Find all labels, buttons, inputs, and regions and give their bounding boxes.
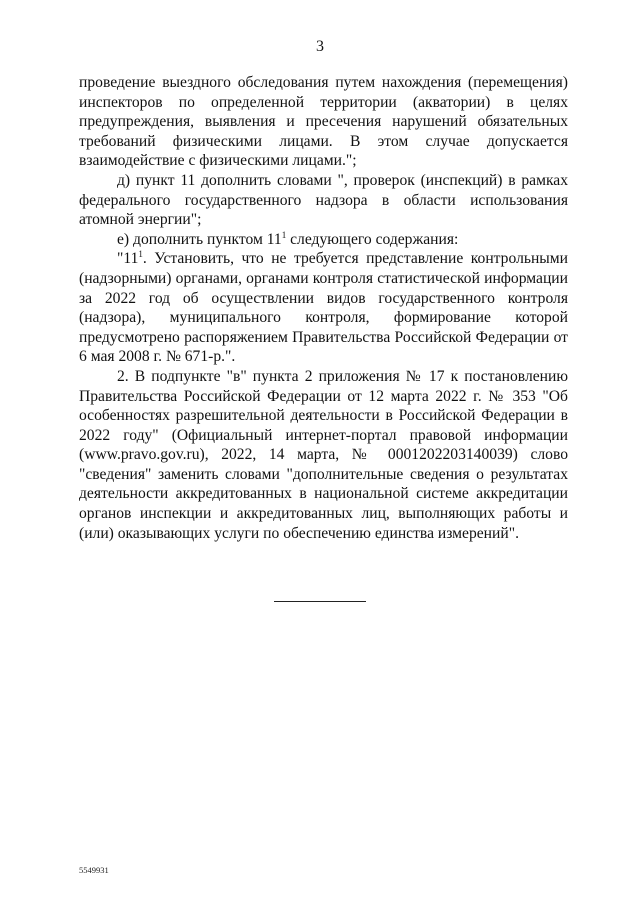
item-e-text-start: е) дополнить пунктом 11 [117, 230, 282, 248]
quoted-point-number: "11 [117, 250, 139, 268]
item-e-superscript: 1 [281, 229, 287, 240]
paragraph-section-2: 2. В подпункте "в" пункта 2 приложения № 17 к постановлению Правительства Российской Федерации от 12 марта 2022 г. № 353 "Об особенностях разрешительной деятельности в Российской Федерации в 2022 году" (Официальный интернет-портал правовой информации (www.pravo.gov.ru), 2022, 14 марта, № 0001202203140039) слово "сведения" заменить словами "дополнительные сведения о результатах деятельности аккредитованных в национальной системе аккредитации органов инспекции и аккредитованных лиц, выполняющих работы и (или) оказывающих услуги по обеспечению единства измерений". [79, 367, 568, 542]
document-body [79, 73, 568, 543]
end-of-document-rule [274, 601, 366, 602]
quoted-point-text: . Установить, что не требуется представление контрольными (надзорными) органами, органами контроля статистической информации за 2022 год об осуществлении видов государственного контроля (надзора), муниципального контроля, формирование которой предусмотрено распоряжением Правительства Российской Федерации от 6 мая 2008 г. № 671-р.". [79, 250, 568, 366]
document-code: 5549931 [79, 865, 109, 875]
item-e-text-end: следующего содержания: [286, 230, 459, 248]
paragraph-quoted-point [79, 249, 568, 367]
paragraph-continuation: проведение выездного обследования путем нахождения (перемещения) инспекторов по определенной территории (акватории) в целях предупреждения, выявления и пресечения нарушений обязательных требований физическими лицами. В этом случае допускается взаимодействие с физическими лицами."; [79, 74, 568, 170]
paragraph-item-d: д) пункт 11 дополнить словами ", проверок (инспекций) в рамках федерального государственного надзора в области использования атомной энергии"; [79, 171, 568, 229]
page-number: 3 [316, 38, 324, 55]
quoted-point-superscript: 1 [138, 249, 143, 260]
paragraph-item-e [79, 230, 568, 250]
